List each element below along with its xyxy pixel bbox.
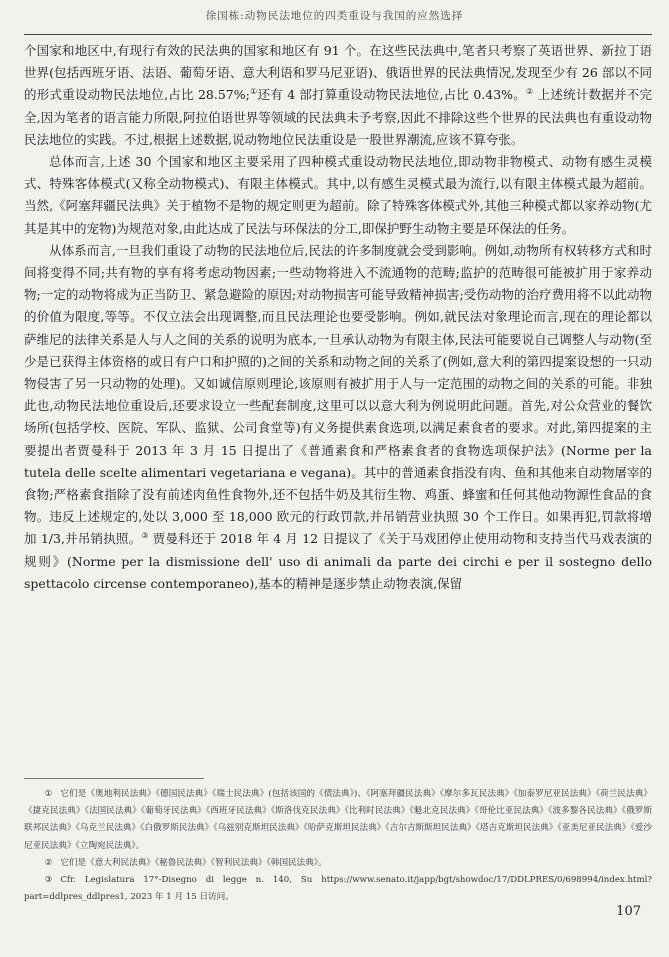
footnote-mark: ③ (44, 875, 53, 886)
footnote-item (24, 855, 652, 872)
footnote-rule (24, 778, 204, 779)
footnote-reference[interactable]: ② (526, 87, 534, 97)
paragraph-text: 总体而言,上述 30 个国家和地区主要采用了四种模式重设动物民法地位,即动物非物模式、动物有感生灵模式、特殊客体模式(又称全动物模式)、有限主体模式。其中,以有感生灵模式最为流行,以有限主体模式最为超前。当然,《阿塞拜疆民法典》关于植物不是物的规定则更为超前。除了特殊客体模式外,其他三种模式都以家养动物(尤其是其中的宠物)为规范对象,由此达成了民法与环保法的分工,即保护野生动物主要是环保法的任务。 (24, 154, 652, 236)
footnote-text: 它们是《奥地利民法典》《德国民法典》《瑞士民法典》(包括该国的《债法典》)、《阿塞拜疆民法典》《摩尔多瓦民法典》《加泰罗尼亚民法典》《荷兰民法典》《捷克民法典》《法国民法典》《葡萄牙民法典》《西班牙民法典》《斯洛伐克民法典》《比利时民法典》《魁北克民法典》《哥伦比亚民法典》《波多黎各民法典》《俄罗斯联邦民法典》《乌克兰民法典》《白俄罗斯民法典》《乌兹别克斯坦民法典》《哈萨克斯坦民法典》《吉尔吉斯斯坦民法典》《塔吉克斯坦民法典》《亚美尼亚民法典》《爱沙尼亚民法典》《立陶宛民法典》。 (24, 789, 652, 851)
footnote-reference[interactable]: ① (249, 87, 258, 97)
body-text (24, 40, 652, 595)
paragraph-text: 从体系而言,一旦我们重设了动物的民法地位后,民法的许多制度就会受到影响。例如,动物所有权转移方式和时间将变得不同;共有物的享有将考虑动物因素;一些动物将进入不流通物的范畴;监护的范畴很可能被扩用于家养动物;一定的动物将成为正当防卫、紧急避险的原因;对动物损害可能导致精神损害;受伤动物的治疗费用将不以此动物的价值为限度,等等。不仅立法会出现调整,而且民法理论也要受影响。例如,就民法对象理论而言,现在的理论都以萨维尼的法律关系是人与人之间的关系的说明为底本,一旦承认动物为有限主体,民法可能要说自己调整人与动物(至少是已获得主体资格的或日有户口和护照的)之间的关系和动物之间的关系了(例如,意大利的第四提案设想的一只动物侵害了另一只动物的处理)。又如诚信原则理论,该原则有被扩用于人与一定范围的动物之间的关系的可能。非独此也,动物民法地位重设后,还要求设立一些配套制度,这里可以以意大利为例说明此问题。首先,对公众营业的餐饮场所(包括学校、医院、军队、监狱、公司食堂等)有义务提供素食选项,以满足素食者的要求。对此,第四提案的主要提出者贾曼科于 2013 年 3 月 15 日提出了《普通素食和严格素食者的食物选项保护法》(Norme per la tutela delle scelte alimentari vegetariana e vegana)。其中的普通素食指没有肉、鱼和其他来自动物屠宰的食物;严格素食指除了没有前述肉鱼性食物外,还不包括牛奶及其衍生物、鸡蛋、蜂蜜和任何其他动物源性食品的食物。违反上述规定的,处以 3,000 至 18,000 欧元的行政罚款,并吊销营业执照 30 个工作日。如果再犯,罚款将增加 1/3,并吊销执照。 (24, 242, 652, 547)
running-header: 徐国栋:动物民法地位的四类重设与我国的应然选择 (205, 10, 464, 22)
footnote-text: 它们是《意大利民法典》《秘鲁民法典》《智利民法典》《韩国民法典》。 (60, 857, 327, 868)
footnote-item (24, 786, 652, 855)
header-rule (24, 34, 652, 35)
footnotes (24, 786, 652, 906)
body-paragraph (24, 40, 652, 151)
footnote-text: Cfr. Legislatura 17°-Disegno di legge n. 140, Su https://www.senato.it/japp/bgt/showdoc/17/DDLPRES/0/698994/index.html? part=ddlpres_ddlpres1, 2023 年 1 月 15 日访问。 (24, 875, 652, 903)
footnote-item (24, 872, 652, 906)
body-paragraph (24, 240, 652, 595)
page-number: 107 (616, 904, 641, 919)
paragraph-text: 个国家和地区中,有现行有效的民法典的国家和地区有 91 个。在这些民法典中,笔者只考察了英语世界、新拉丁语世界(包括西班牙语、法语、葡萄牙语、意大利语和罗马尼亚语)、俄语世界的民法典情况,发现至少有 26 部以不同的形式重设动物民法地位,占比 28.57%; (24, 43, 652, 103)
paragraph-text: 上述统计数据并不完全,因为笔者的语言能力所限,阿拉伯语世界等领域的民法典未予考察,因此不排除这些个世界的民法典也有重设动物民法地位的实践。不过,根据上述数据,说动物地位民法重设是一股世界潮流,应该不算夸张。 (24, 87, 653, 147)
paragraph-text: 还有 4 部打算重设动物民法地位,占比 0.43%。 (257, 87, 527, 103)
paragraph-text: 贾曼科还于 2018 年 4 月 12 日提议了《关于马戏团停止使用动物和支持当代马戏表演的规则》(Norme per la dismissione dell' uso di animali da parte dei circhi e per il sostegno dello spettacolo circense contemporaneo),基本的精神是逐步禁止动物表演,保留 (24, 531, 652, 591)
footnote-reference[interactable]: ③ (141, 531, 149, 541)
footnote-mark: ① (44, 789, 53, 799)
footnote-mark: ② (44, 857, 53, 868)
body-paragraph (24, 151, 652, 240)
